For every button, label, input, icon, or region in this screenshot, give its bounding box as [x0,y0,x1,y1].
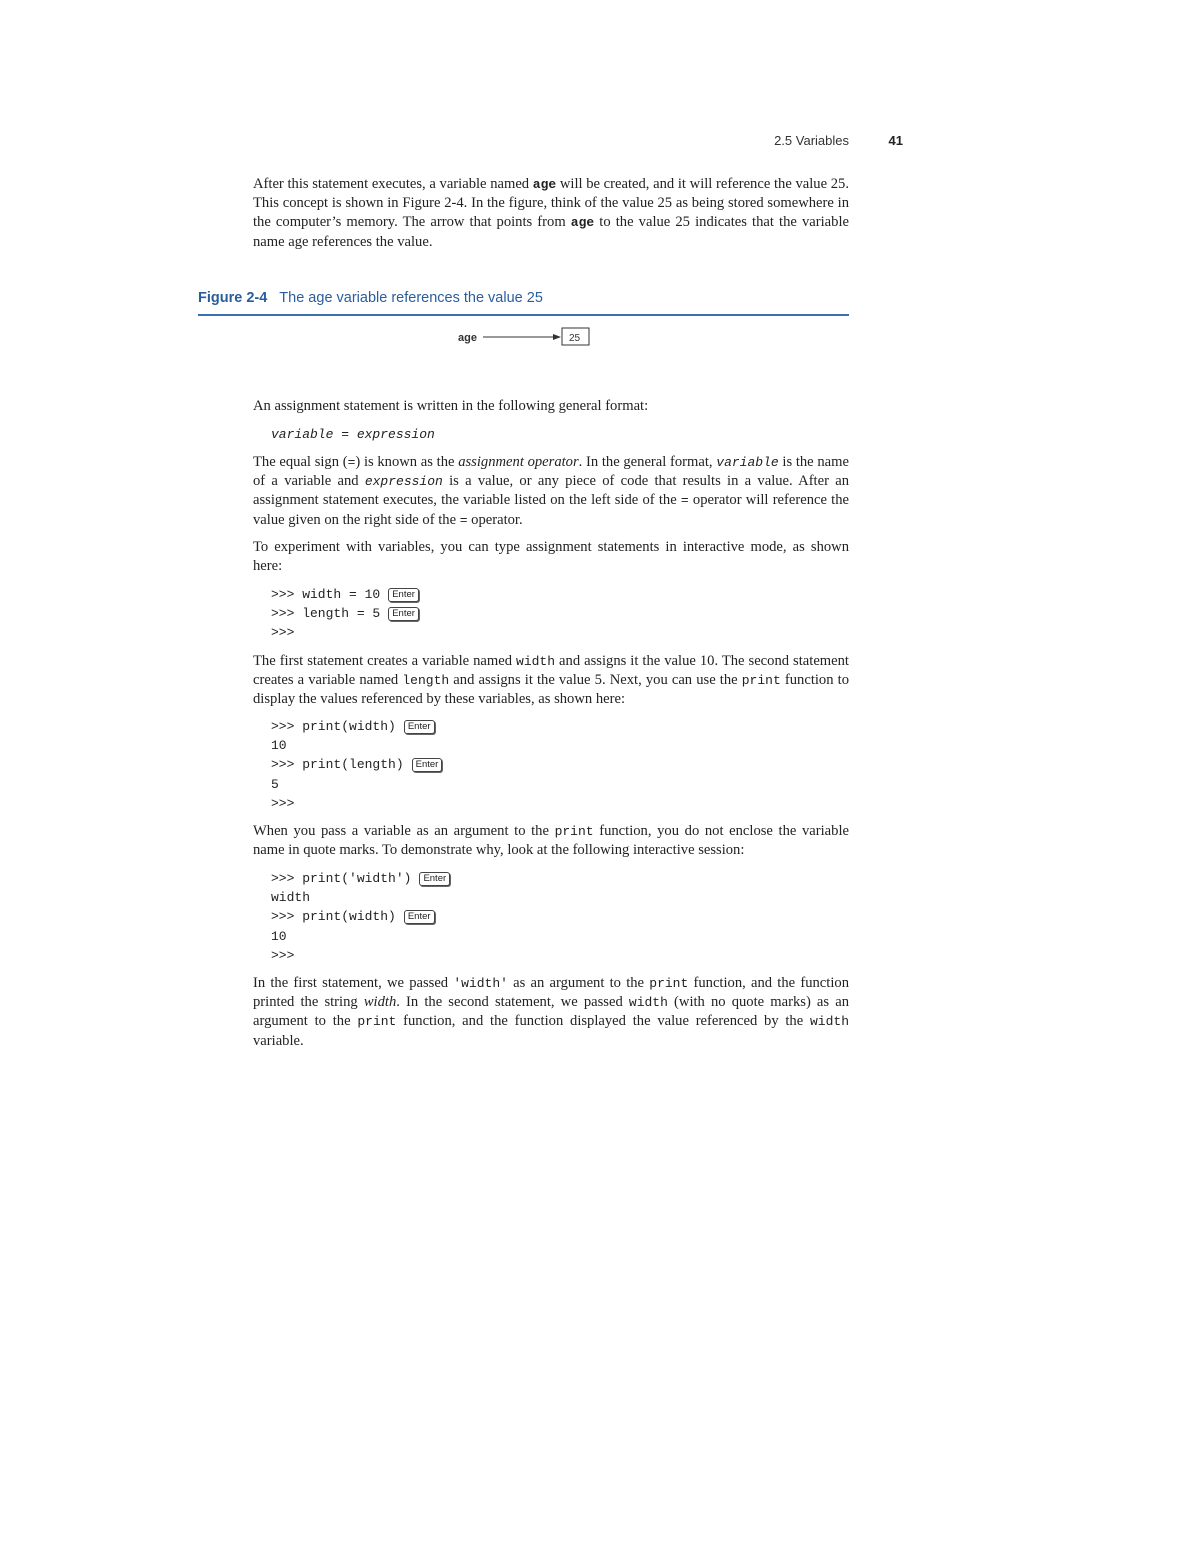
diagram-var-name: age [458,332,477,344]
term-assignment-operator: assignment operator [458,454,579,470]
section-title: 2.5 Variables [774,133,849,148]
code-line: 5 [271,776,279,792]
code-line: 10 [271,928,287,944]
figure-title: The age variable references the value 25 [279,290,543,306]
general-format [271,425,435,444]
paragraph-3: The equal sign (=) is known as the assignment operator. In the general format, variable is the name of a variable and expression is a value, or any piece of code that results in a value. After an assignment statement executes, the variable listed on the left side of the = operator will reference the value given on the right side of the = operator. [253,454,850,528]
code-line: >>> [271,795,295,811]
figure-caption [198,290,849,316]
code-line: >>> width = 10 Enter [271,585,419,604]
code-line: >>> print(width) Enter [271,717,442,736]
enter-key-icon: Enter [388,588,419,602]
arrow-head [553,334,561,340]
inline-code: age [570,215,595,231]
paragraph-1: After this statement executes, a variable named age will be created, and it will reference the value 25. This concept is shown in Figure 2-4. In the figure, think of the value 25 as being stored somewhere in the computer’s memory. The arrow that points from age to the value 25 indicates that the variable name age references the value. [253,176,849,250]
page-header [253,133,903,153]
enter-key-icon: Enter [404,910,435,924]
enter-key-icon: Enter [412,758,443,772]
enter-key-icon: Enter [404,720,435,734]
inline-code: age [532,177,557,192]
figure-label: Figure 2-4 [198,290,268,306]
enter-key-icon: Enter [388,607,419,621]
paragraph-4: To experiment with variables, you can type assignment statements in interactive mode, as shown here: [253,539,849,575]
paragraph-2: An assignment statement is written in the following general format: [253,398,649,414]
enter-key-icon: Enter [419,872,450,886]
paragraph-5: The first statement creates a variable named width and assigns it the value 10. The second statement creates a variable named length and assigns it the value 5. Next, you can use the print function to display the values referenced by these variables, as shown here: [253,653,849,708]
code-block-1 [271,585,419,643]
code-line: >>> print(length) Enter [271,755,442,774]
format-operator: = [333,427,357,442]
variable-diagram [455,325,595,349]
format-expression: expression [356,427,435,442]
code-block-3 [271,869,450,965]
code-line: >>> print(width) Enter [271,907,450,926]
page-number: 41 [888,133,903,148]
paragraph-7: In the first statement, we passed 'width' as an argument to the print function, and the function printed the string width. In the second statement, we passed width (with no quote marks) as an argument to the print function, and the function displayed the value referenced by the width variable. [253,975,850,1049]
code-line: >>> print('width') Enter [271,869,450,888]
code-line: 10 [271,738,287,754]
code-line: width [271,890,311,906]
code-line: >>> [271,947,295,963]
paragraph-6: When you pass a variable as an argument to the print function, you do not enclose the variable name in quote marks. To demonstrate why, look at the following interactive session: [253,823,849,859]
code-line: >>> [271,625,295,641]
code-line: >>> length = 5 Enter [271,604,419,623]
format-variable: variable [271,427,334,442]
code-block-2 [271,717,442,813]
diagram-value: 25 [569,333,581,344]
